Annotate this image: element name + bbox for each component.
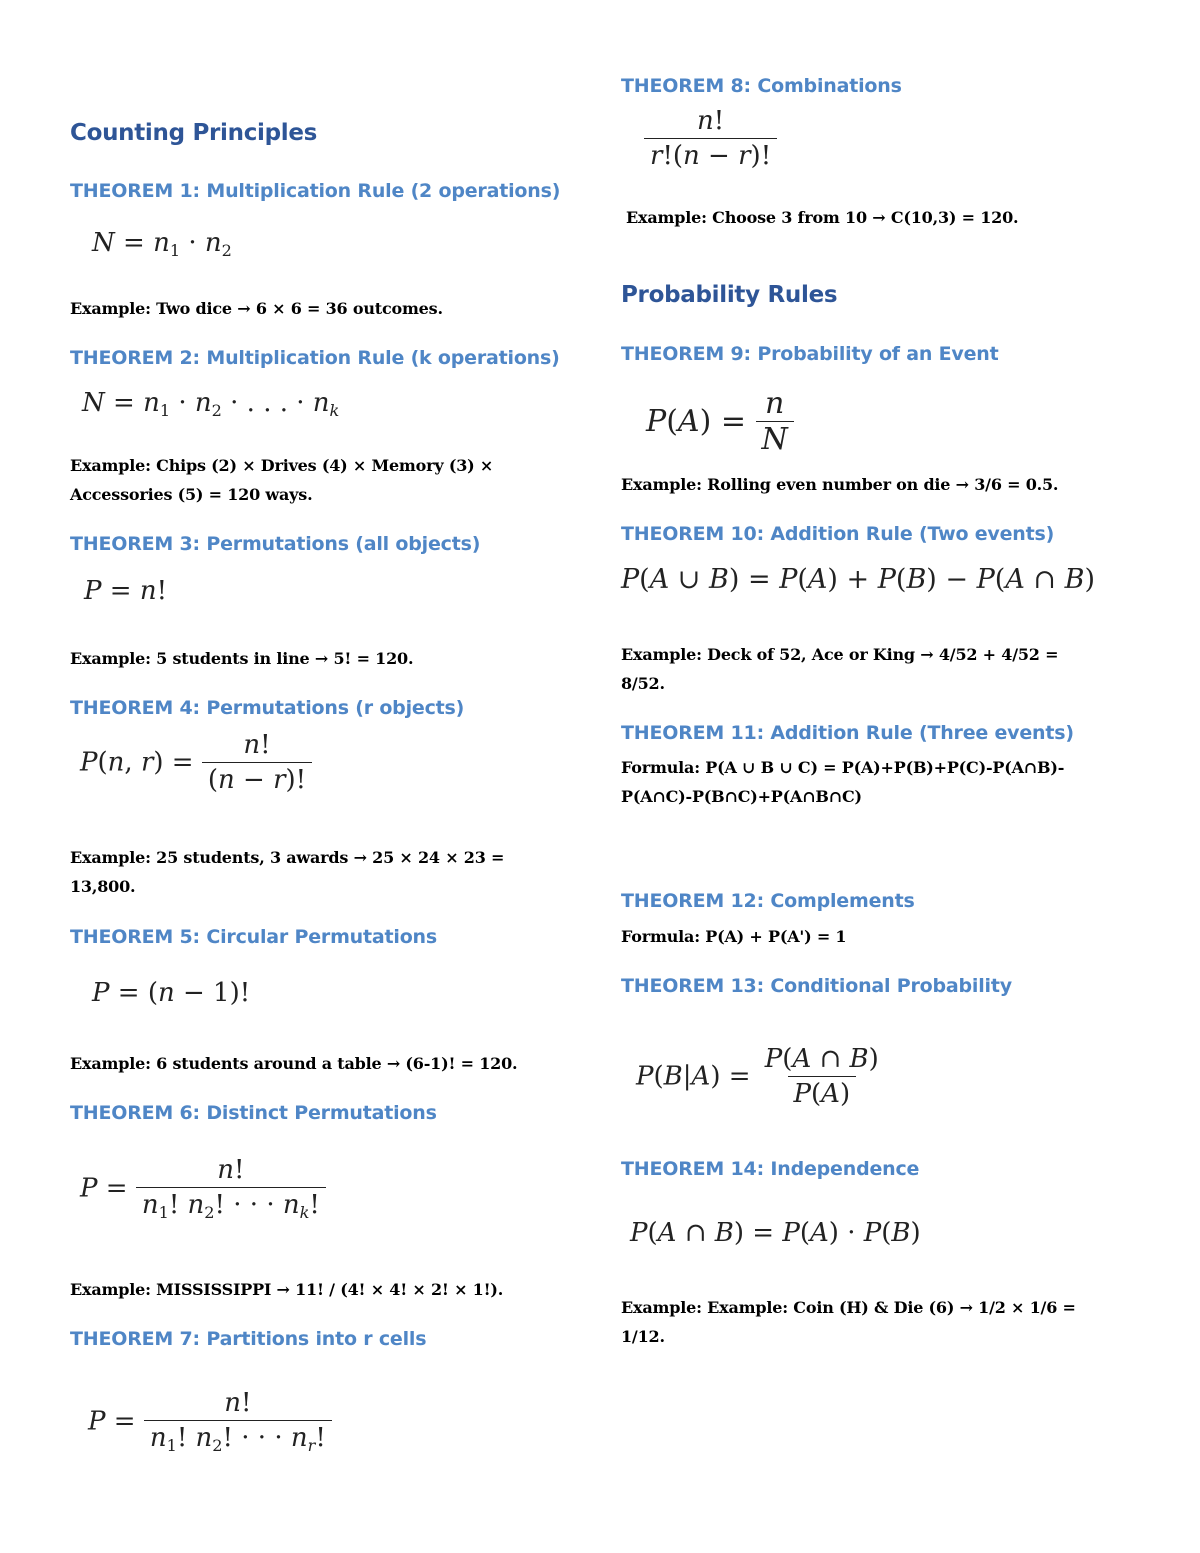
theorem-14-title: THEOREM 14: Independence (621, 1158, 920, 1180)
theorem-8-formula: $\frac{n!}{r!(n - r)!}$ (644, 106, 777, 171)
theorem-4-example: Example: 25 students, 3 awards → 25 × 24 × 23 = 13,800. (70, 848, 505, 896)
theorem-4-formula: P(n, r) = $\frac{n!}{(n - r)!}$ (80, 730, 312, 795)
theorem-11-formula: Formula: P(A ∪ B ∪ C) = P(A)+P(B)+P(C)-P(A∩B)-P(A∩C)-P(B∩C)+P(A∩B∩C) (621, 758, 1065, 806)
theorem-3-title: THEOREM 3: Permutations (all objects) (70, 533, 481, 555)
theorem-6-example: Example: MISSISSIPPI → 11! / (4! × 4! × 2! × 1!). (70, 1280, 504, 1299)
theorem-3-example: Example: 5 students in line → 5! = 120. (70, 649, 414, 668)
theorem-2-formula: $N = n_1 \cdot n_2$ · . . . · $n_k$ (82, 388, 340, 420)
theorem-9-example: Example: Rolling even number on die → 3/6 = 0.5. (621, 475, 1059, 494)
theorem-5-formula: P = (n − 1)! (92, 978, 251, 1008)
theorem-14-formula: P(A ∩ B) = P(A) · P(B) (630, 1218, 921, 1248)
theorem-2-title: THEOREM 2: Multiplication Rule (k operations) (70, 347, 560, 369)
section-title-probability: Probability Rules (621, 282, 838, 308)
theorem-4-title: THEOREM 4: Permutations (r objects) (70, 697, 465, 719)
theorem-14-example: Example: Example: Coin (H) & Die (6) → 1/2 × 1/6 = 1/12. (621, 1298, 1076, 1346)
theorem-1-example: Example: Two dice → 6 × 6 = 36 outcomes. (70, 299, 443, 318)
theorem-3-formula: P = n! (84, 576, 168, 606)
theorem-11-title: THEOREM 11: Addition Rule (Three events) (621, 722, 1074, 744)
theorem-9-title: THEOREM 9: Probability of an Event (621, 343, 999, 365)
theorem-7-formula: P = $\frac{n!}{n_1! n_2! \cdot \cdot \cdot n_r!}$ (88, 1388, 332, 1455)
theorem-13-formula: P(B|A) = $\frac{P(A \cap B)}{P(A)}$ (636, 1044, 879, 1109)
theorem-7-title: THEOREM 7: Partitions into r cells (70, 1328, 427, 1350)
theorem-5-example: Example: 6 students around a table → (6-1)! = 120. (70, 1054, 518, 1073)
theorem-2-example: Example: Chips (2) × Drives (4) × Memory (3) × Accessories (5) = 120 ways. (70, 456, 494, 504)
theorem-10-title: THEOREM 10: Addition Rule (Two events) (621, 523, 1055, 545)
theorem-5-title: THEOREM 5: Circular Permutations (70, 926, 437, 948)
theorem-10-example: Example: Deck of 52, Ace or King → 4/52 + 4/52 = 8/52. (621, 645, 1059, 693)
theorem-6-formula: P = $\frac{n!}{n_1! n_2! \cdot \cdot \cdot n_k!}$ (80, 1155, 326, 1222)
theorem-12-formula: Formula: P(A) + P(A') = 1 (621, 927, 847, 946)
section-title-counting: Counting Principles (70, 120, 318, 146)
theorem-1-title: THEOREM 1: Multiplication Rule (2 operations) (70, 180, 561, 202)
theorem-6-title: THEOREM 6: Distinct Permutations (70, 1102, 437, 1124)
theorem-8-example: Example: Choose 3 from 10 → C(10,3) = 120. (626, 208, 1019, 227)
theorem-1-formula: $N = n_1 \cdot n_2$ (92, 228, 232, 260)
theorem-10-formula: P(A ∪ B) = P(A) + P(B) − P(A ∩ B) (621, 564, 1096, 595)
theorem-12-title: THEOREM 12: Complements (621, 890, 915, 912)
theorem-9-formula: P(A) = $\frac{n}{N}$ (646, 386, 794, 457)
theorem-13-title: THEOREM 13: Conditional Probability (621, 975, 1012, 997)
theorem-8-title: THEOREM 8: Combinations (621, 75, 902, 97)
